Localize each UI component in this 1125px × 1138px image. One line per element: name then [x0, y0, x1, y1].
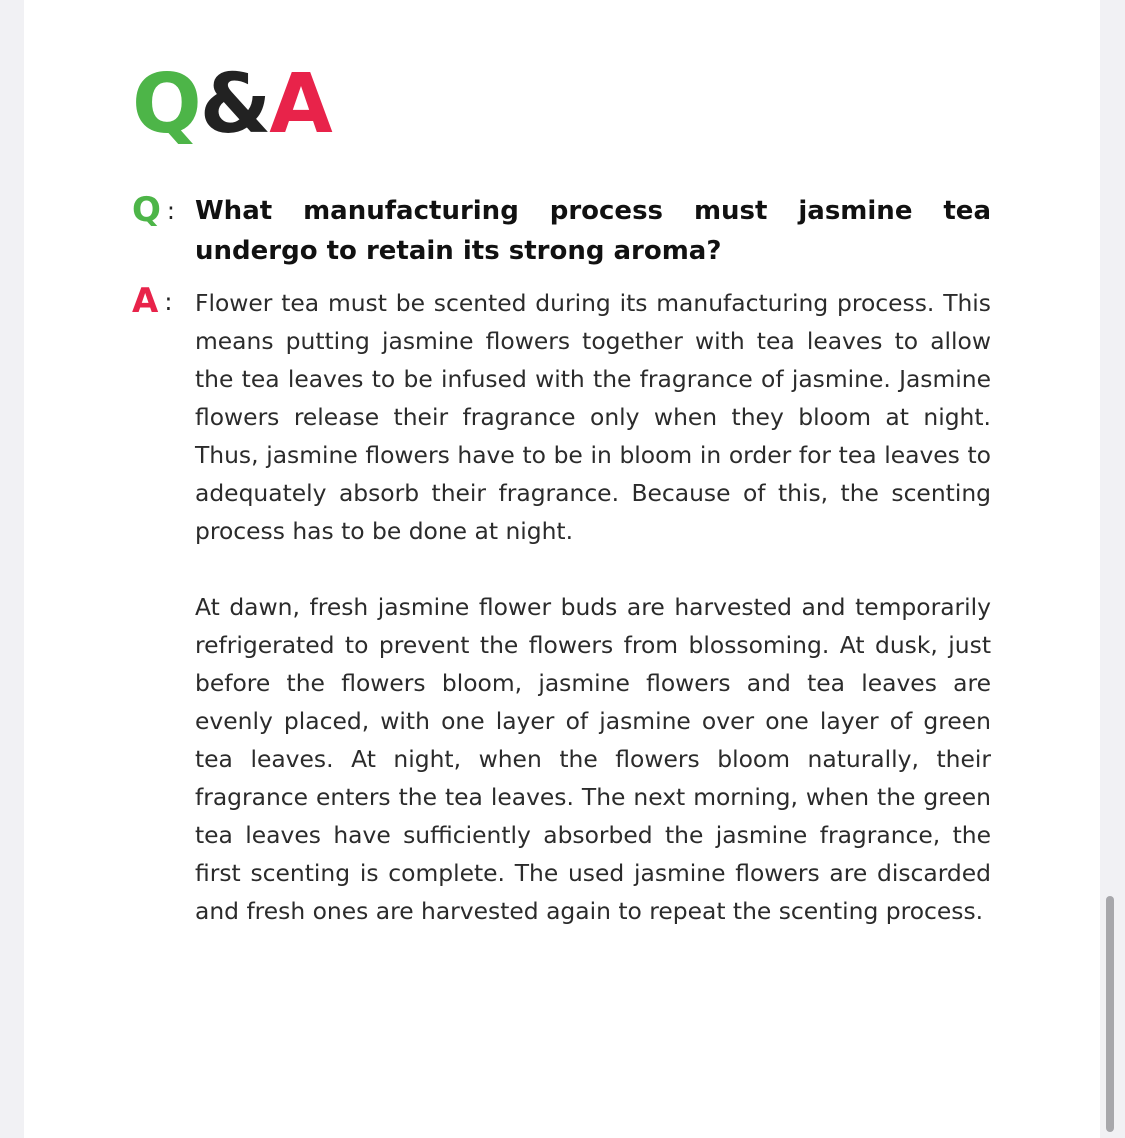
- article-page: [24, 0, 1100, 1138]
- answer-paragraph-1: Flower tea must be scented during its manufacturing process. This means putting jasmine flowers together with tea leaves to allow the tea leaves to be infused with the fragrance of jasmine. Jasmine flowers release their fragrance only when they bloom at night. Thus, jasmine flowers have to be in bloom in order for tea leaves to adequately absorb their fragrance. Because of this, the scenting process has to be done at night.: [195, 289, 991, 545]
- answer-marker: [132, 282, 172, 323]
- heading-q-letter: Q: [132, 57, 200, 152]
- question-marker-colon: :: [166, 197, 175, 225]
- answer-marker-colon: :: [164, 288, 173, 316]
- question-marker: [132, 191, 175, 232]
- question-text: What manufacturing process must jasmine tea undergo to retain its strong aroma?: [195, 196, 991, 266]
- answer-paragraph-2: At dawn, fresh jasmine flower buds are harvested and temporarily refrigerated to prevent the flowers from blossoming. At dusk, just before the flowers bloom, jasmine flowers and tea leaves are evenly placed, with one layer of jasmine over one layer of green tea leaves. At night, when the flowers bloom naturally, their fragrance enters the tea leaves. The next morning, when the green tea leaves have sufficiently absorbed the jasmine fragrance, the first scenting is complete. The used jasmine flowers are discarded and fresh ones are harvested again to repeat the scenting process.: [195, 593, 991, 925]
- qa-heading: [132, 57, 331, 152]
- heading-a-letter: A: [269, 57, 331, 152]
- answer-marker-letter: A: [132, 281, 159, 321]
- question-marker-letter: Q: [132, 190, 161, 230]
- heading-ampersand: &: [199, 57, 270, 152]
- vertical-scrollbar-thumb[interactable]: [1106, 896, 1114, 1132]
- answer-body: [195, 284, 991, 968]
